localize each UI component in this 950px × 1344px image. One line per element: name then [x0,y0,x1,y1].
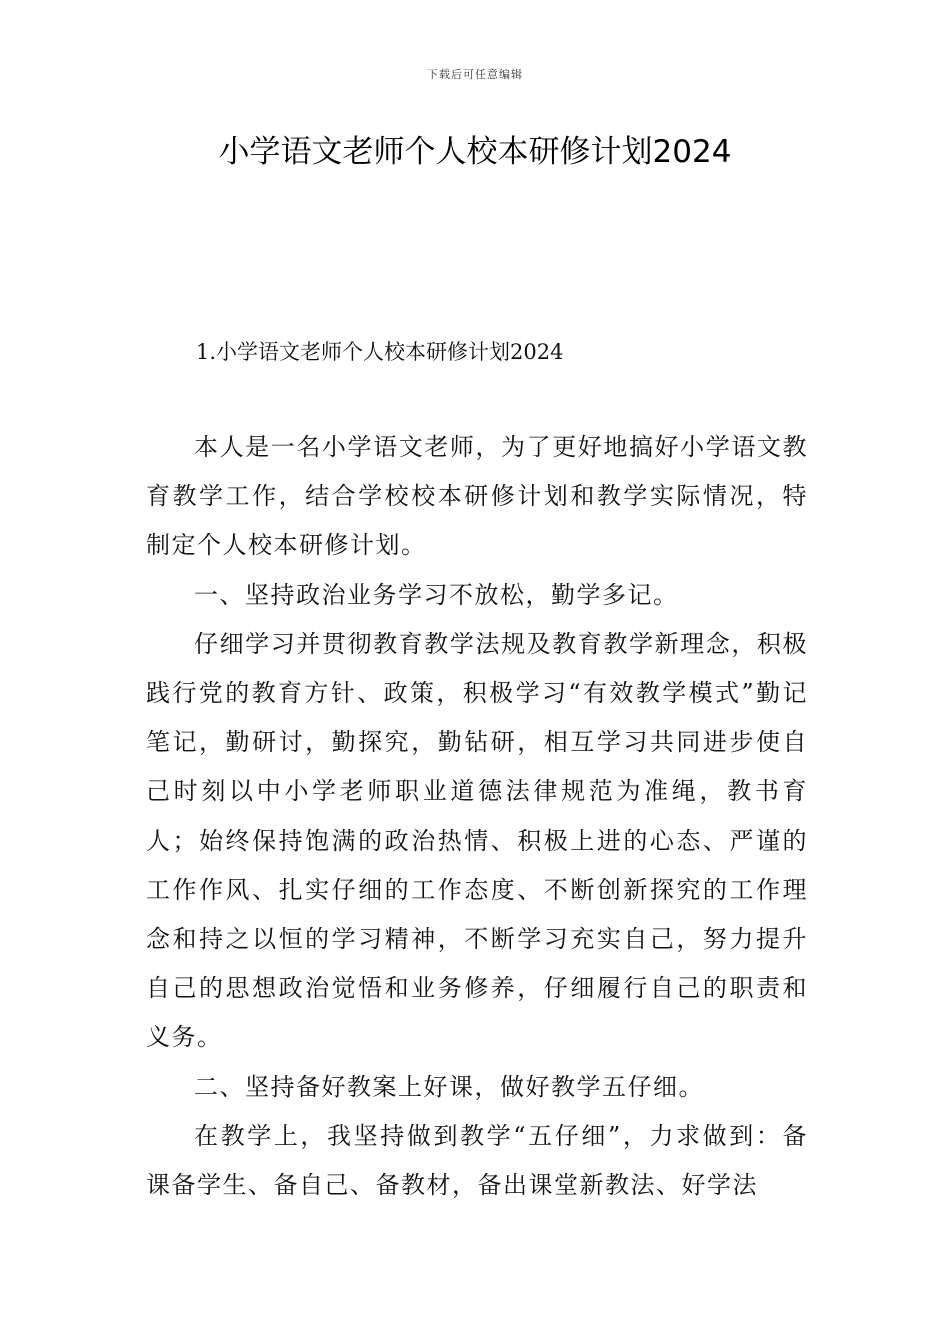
paragraph-heading-1: 一、坚持政治业务学习不放松，勤学多记。 [194,580,679,609]
paragraph-intro: 本人是一名小学语文老师，为了更好地搞好小学语文教育教学工作，结合学校校本研修计划和教学实际情况，特制定个人校本研修计划。 [146,433,808,560]
document-title: 小学语文老师个人校本研修计划2024 [218,134,732,170]
section-heading: 1.小学语文老师个人校本研修计划2024 [196,340,564,364]
paragraph-study: 仔细学习并贯彻教育教学法规及教育教学新理念，积极践行党的教育方针、政策，积极学习“有效教学模式”勤记笔记，勤研讨，勤探究，勤钻研，相互学习共同进步使自己时刻以中小学老师职业道德法律规范为准绳，教书育人；始终保持饱满的政治热情、积极上进的心态、严谨的工作作风、扎实仔细的工作态度、不断创新探究的工作理念和持之以恒的学习精神，不断学习充实自己，努力提升自己的思想政治觉悟和业务修养，仔细履行自己的职责和义务。 [146,629,808,1052]
header-note: 下载后可任意编辑 [427,68,523,81]
paragraph-teaching: 在教学上，我坚持做到教学“五仔细”，力求做到：备课备学生、备自己、备教材，备出课堂新教法、好学法 [146,1121,808,1200]
paragraph-heading-2: 二、坚持备好教案上好课，做好教学五仔细。 [194,1072,704,1101]
body-text [146,423,808,1210]
